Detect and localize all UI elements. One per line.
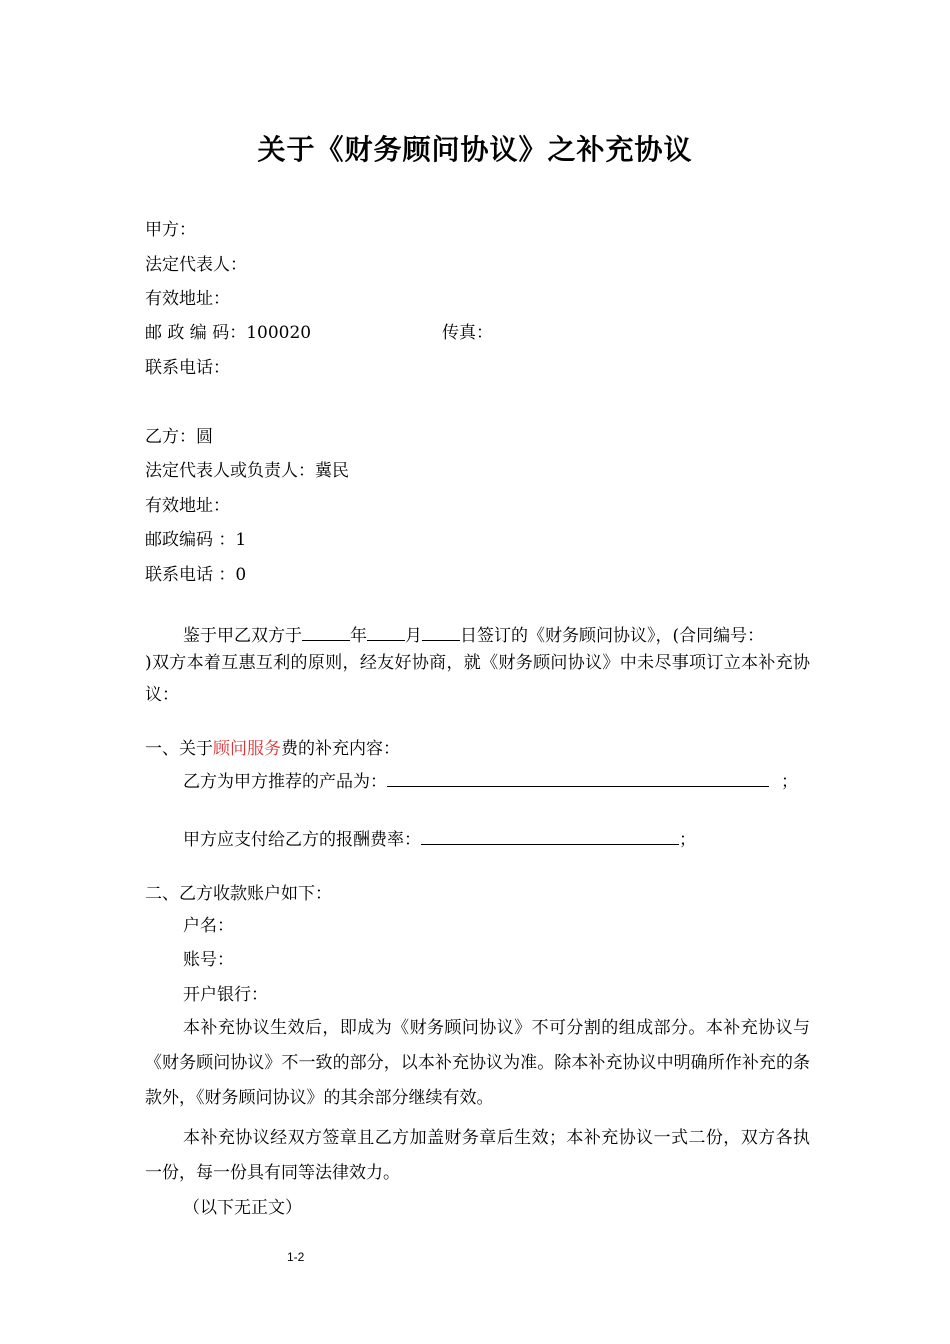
- account-bank: 开户银行：: [183, 985, 268, 1005]
- product-blank: [387, 768, 769, 787]
- clause-validity: 本补充协议经双方签章且乙方加盖财务章后生效；本补充协议一式二份，双方各执一份，每一份具有同等法律效力。: [145, 1128, 810, 1183]
- end-note: （以下无正文）: [183, 1198, 302, 1218]
- document-title: 关于《财务顾问协议》之补充协议: [257, 133, 693, 166]
- postal-label: 邮 政 编 码：: [145, 323, 247, 343]
- day-blank: [422, 622, 460, 641]
- year-blank: [302, 622, 350, 641]
- party-a-phone: 联系电话：: [145, 358, 230, 378]
- intro-line-1: 鉴于甲乙双方于 年 月 日签订的《财务顾问协议》，(合同编号：: [183, 622, 764, 648]
- month-blank: [367, 622, 405, 641]
- account-name: 户名：: [183, 916, 234, 936]
- postal-value: 100020: [246, 323, 312, 343]
- party-a-fax: 传真：: [442, 323, 493, 343]
- clause-effect: 本补充协议生效后，即成为《财务顾问协议》不可分割的组成部分。本补充协议与《财务顾问协议》不一致的部分，以本补充协议为准。除本补充协议中明确所作补充的条款外，《财务顾问协议》的其余部分继续有效。: [145, 1018, 810, 1108]
- party-a-postal: [145, 321, 311, 345]
- party-a-representative: 法定代表人：: [145, 255, 247, 275]
- rate-line: 甲方应支付给乙方的报酬费率： ；: [183, 826, 696, 852]
- rate-blank: [421, 826, 679, 845]
- party-b-phone: 联系电话 ：0: [145, 565, 247, 585]
- section-2-heading: 二、乙方收款账户如下：: [145, 884, 332, 904]
- party-a-label: 甲方：: [145, 220, 196, 240]
- party-b-postal: 邮政编码 ：1: [145, 530, 247, 550]
- page-number: 1-2: [287, 1250, 305, 1264]
- party-b-address: 有效地址：: [145, 496, 230, 516]
- account-number: 账号：: [183, 950, 234, 970]
- party-a-address: 有效地址：: [145, 289, 230, 309]
- party-b-representative: 法定代表人或负责人：冀民: [145, 461, 349, 481]
- party-b-label: 乙方：圆: [145, 427, 213, 447]
- intro-line-2: )双方本着互惠互利的原则，经友好协商，就《财务顾问协议》中未尽事项订立本补充协议：: [145, 653, 810, 705]
- section-1-heading: 一、关于顾问服务费的补充内容：: [145, 739, 400, 759]
- product-line: 乙方为甲方推荐的产品为： ；: [183, 768, 798, 794]
- highlight-text: 顾问服务: [213, 739, 281, 759]
